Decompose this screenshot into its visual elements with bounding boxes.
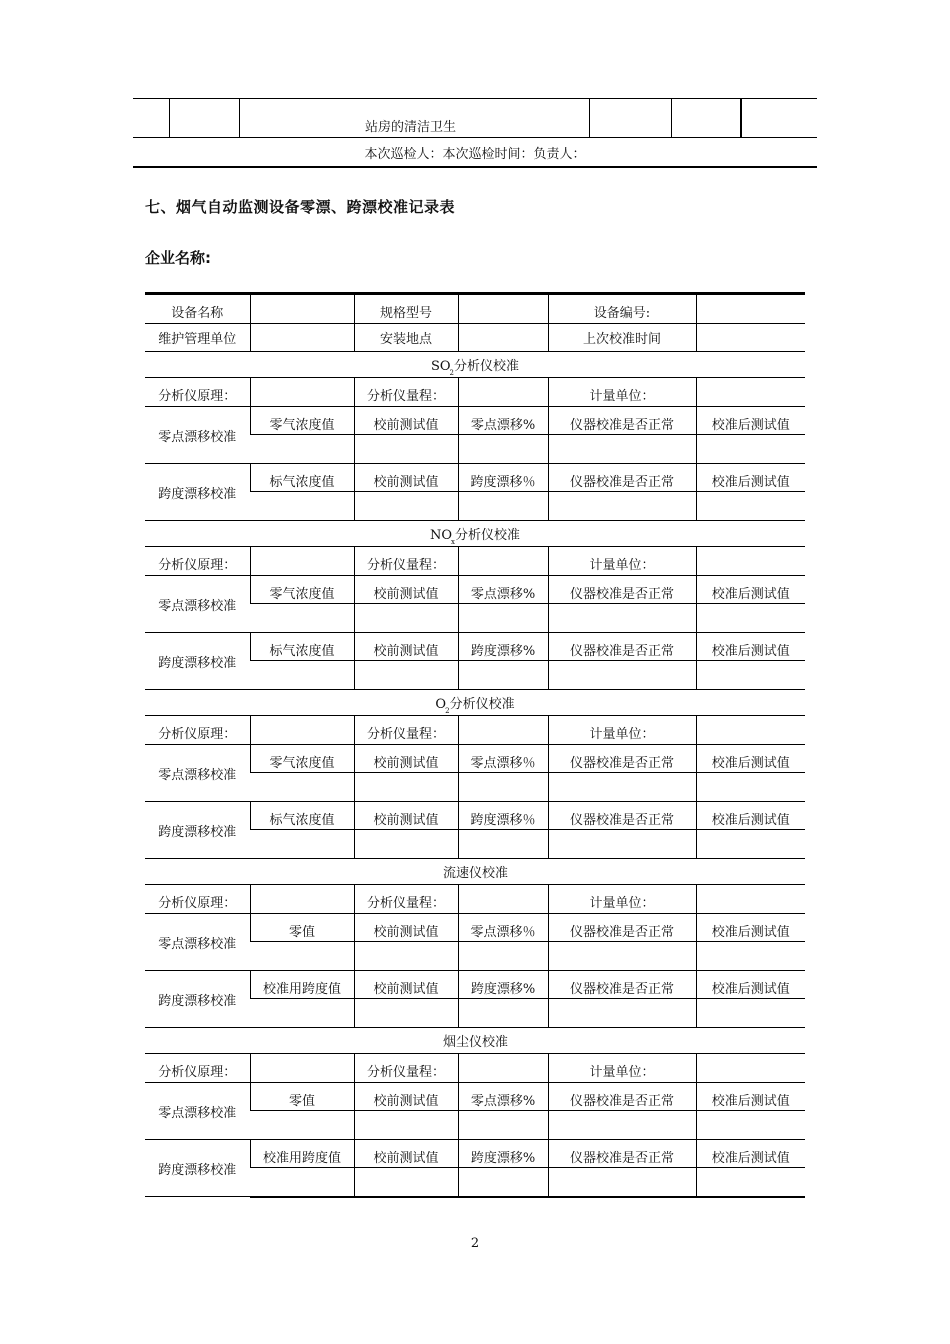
- section-heading-row: [145, 521, 805, 547]
- zero-drift-column-header: 校前测试值: [354, 745, 458, 773]
- zero-drift-calibration-label: 零点漂移校准: [145, 576, 250, 633]
- device-no-field[interactable]: [696, 294, 805, 324]
- section-heading-row: [145, 1028, 805, 1054]
- span-drift-value-cell[interactable]: [250, 492, 354, 521]
- analyzer-meta-row: [145, 1054, 805, 1083]
- range-label: 分析仪量程：: [354, 547, 458, 576]
- section-title: 七、烟气自动监测设备零漂、跨漂校准记录表: [145, 198, 456, 216]
- span-drift-header-row: [145, 1140, 805, 1168]
- range-label: 分析仪量程：: [354, 885, 458, 914]
- zero-drift-value-cell[interactable]: [696, 1111, 805, 1140]
- span-drift-column-header: 校准后测试值: [696, 464, 805, 492]
- zero-drift-value-cell[interactable]: [250, 1111, 354, 1140]
- span-drift-value-cell[interactable]: [354, 999, 458, 1028]
- range-field[interactable]: [458, 716, 548, 745]
- zero-drift-column-header: 零值: [250, 914, 354, 942]
- section-title-main: SO: [430, 359, 451, 374]
- principle-label: 分析仪原理：: [145, 885, 250, 914]
- principle-field[interactable]: [250, 378, 354, 407]
- span-drift-column-header: 标气浓度值: [250, 802, 354, 830]
- principle-field[interactable]: [250, 1054, 354, 1083]
- maint-unit-field[interactable]: [250, 324, 354, 352]
- company-name-label: 企业名称:: [145, 249, 211, 267]
- range-field[interactable]: [458, 885, 548, 914]
- zero-drift-column-header: 仪器校准是否正常: [548, 407, 696, 435]
- zero-drift-header-row: [145, 745, 805, 773]
- span-drift-calibration-label: 跨度漂移校准: [145, 1140, 250, 1197]
- zero-drift-column-header: 零点漂移％: [458, 745, 548, 773]
- spec-model-field[interactable]: [458, 294, 548, 324]
- range-field[interactable]: [458, 547, 548, 576]
- span-drift-header-row: [145, 802, 805, 830]
- zero-drift-value-cell[interactable]: [548, 773, 696, 802]
- span-drift-column-header: 校前测试值: [354, 802, 458, 830]
- span-drift-value-cell[interactable]: [458, 999, 548, 1028]
- zero-drift-header-row: [145, 576, 805, 604]
- device-name-field[interactable]: [250, 294, 354, 324]
- zero-drift-value-cell[interactable]: [250, 773, 354, 802]
- section-title-main: 流速仪校准: [442, 866, 508, 881]
- zero-drift-value-cell[interactable]: [354, 1111, 458, 1140]
- principle-label: 分析仪原理：: [145, 1054, 250, 1083]
- span-drift-value-cell[interactable]: [458, 1168, 548, 1197]
- zero-drift-value-cell[interactable]: [696, 942, 805, 971]
- page-number: 2: [470, 1236, 480, 1251]
- device-name-label: 设备名称: [145, 294, 250, 324]
- zero-drift-value-cell[interactable]: [458, 1111, 548, 1140]
- span-drift-column-header: 跨度漂移％: [458, 464, 548, 492]
- analyzer-meta-row: [145, 378, 805, 407]
- unit-label: 计量单位：: [548, 378, 696, 407]
- span-drift-column-header: 校准后测试值: [696, 802, 805, 830]
- zero-drift-header-row: [145, 407, 805, 435]
- span-drift-calibration-label: 跨度漂移校准: [145, 802, 250, 859]
- section-title-rest: 分析仪校准: [454, 528, 520, 543]
- unit-label: 计量单位：: [548, 885, 696, 914]
- range-label: 分析仪量程：: [354, 716, 458, 745]
- span-drift-column-header: 校前测试值: [354, 1140, 458, 1168]
- analyzer-meta-row: [145, 547, 805, 576]
- range-label: 分析仪量程：: [354, 378, 458, 407]
- section-heading-row: [145, 859, 805, 885]
- span-drift-value-cell[interactable]: [354, 830, 458, 859]
- zero-drift-value-cell[interactable]: [354, 435, 458, 464]
- unit-field[interactable]: [696, 885, 805, 914]
- zero-drift-column-header: 零点漂移%: [458, 407, 548, 435]
- span-drift-value-cell[interactable]: [696, 999, 805, 1028]
- span-drift-calibration-label: 跨度漂移校准: [145, 464, 250, 521]
- install-site-field[interactable]: [458, 324, 548, 352]
- zero-drift-value-cell[interactable]: [696, 604, 805, 633]
- span-drift-column-header: 校准用跨度值: [250, 1140, 354, 1168]
- span-drift-calibration-label: 跨度漂移校准: [145, 971, 250, 1028]
- zero-drift-column-header: 校前测试值: [354, 1083, 458, 1111]
- zero-drift-header-row: [145, 1083, 805, 1111]
- zero-drift-column-header: 校准后测试值: [696, 407, 805, 435]
- zero-drift-column-header: 零点漂移%: [458, 576, 548, 604]
- span-drift-value-cell[interactable]: [696, 661, 805, 690]
- section-heading: [145, 521, 805, 547]
- unit-label: 计量单位：: [548, 1054, 696, 1083]
- last-calib-label: 上次校准时间: [548, 324, 696, 352]
- span-drift-column-header: 校准后测试值: [696, 1140, 805, 1168]
- device-no-label: 设备编号:: [548, 294, 696, 324]
- zero-drift-column-header: 零点漂移%: [458, 1083, 548, 1111]
- info-row-device: [145, 294, 805, 324]
- zero-drift-calibration-label: 零点漂移校准: [145, 745, 250, 802]
- zero-drift-value-cell[interactable]: [354, 604, 458, 633]
- span-drift-value-cell[interactable]: [548, 999, 696, 1028]
- span-drift-header-row: [145, 971, 805, 999]
- span-drift-column-header: 标气浓度值: [250, 464, 354, 492]
- section-heading-row: [145, 352, 805, 378]
- zero-drift-value-cell[interactable]: [250, 942, 354, 971]
- zero-drift-value-cell[interactable]: [458, 773, 548, 802]
- inspection-item-text: 站房的清洁卫生: [365, 120, 457, 135]
- zero-drift-column-header: 校前测试值: [354, 576, 458, 604]
- zero-drift-column-header: 校准后测试值: [696, 576, 805, 604]
- principle-label: 分析仪原理：: [145, 716, 250, 745]
- section-title-subscript: 2: [445, 707, 450, 715]
- zero-drift-column-header: 校前测试值: [354, 407, 458, 435]
- calibration-record-table: [145, 292, 805, 1198]
- analyzer-meta-row: [145, 885, 805, 914]
- principle-field[interactable]: [250, 547, 354, 576]
- span-drift-value-cell[interactable]: [548, 492, 696, 521]
- span-drift-column-header: 校准后测试值: [696, 971, 805, 999]
- patrol-signature-line: 本次巡检人：本次巡检时间：负责人：: [133, 140, 817, 168]
- range-field[interactable]: [458, 1054, 548, 1083]
- zero-drift-column-header: 校准后测试值: [696, 1083, 805, 1111]
- span-drift-value-cell[interactable]: [548, 830, 696, 859]
- unit-label: 计量单位：: [548, 716, 696, 745]
- span-drift-value-cell[interactable]: [458, 830, 548, 859]
- info-row-maintenance: [145, 324, 805, 352]
- zero-drift-column-header: 校前测试值: [354, 914, 458, 942]
- spec-model-label: 规格型号: [354, 294, 458, 324]
- section-heading: [145, 690, 805, 716]
- last-calib-field[interactable]: [696, 324, 805, 352]
- zero-drift-column-header: 仪器校准是否正常: [548, 914, 696, 942]
- span-drift-column-header: 校前测试值: [354, 971, 458, 999]
- zero-drift-calibration-label: 零点漂移校准: [145, 1083, 250, 1140]
- section-title-rest: 分析仪校准: [454, 359, 520, 374]
- span-drift-value-cell[interactable]: [696, 1168, 805, 1197]
- zero-drift-value-cell[interactable]: [458, 435, 548, 464]
- span-drift-column-header: 跨度漂移%: [458, 633, 548, 661]
- zero-drift-value-cell[interactable]: [354, 773, 458, 802]
- inspection-table-fragment: [133, 98, 817, 138]
- zero-drift-value-cell[interactable]: [250, 604, 354, 633]
- zero-drift-column-header: 零气浓度值: [250, 407, 354, 435]
- span-drift-column-header: 跨度漂移%: [458, 1140, 548, 1168]
- principle-label: 分析仪原理：: [145, 547, 250, 576]
- span-drift-value-cell[interactable]: [458, 661, 548, 690]
- span-drift-header-row: [145, 464, 805, 492]
- zero-drift-value-cell[interactable]: [548, 942, 696, 971]
- span-drift-column-header: 跨度漂移％: [458, 802, 548, 830]
- section-title-main: 烟尘仪校准: [442, 1035, 508, 1050]
- principle-label: 分析仪原理：: [145, 378, 250, 407]
- principle-field[interactable]: [250, 716, 354, 745]
- range-label: 分析仪量程：: [354, 1054, 458, 1083]
- principle-field[interactable]: [250, 885, 354, 914]
- section-title-subscript: x: [451, 538, 455, 546]
- section-heading: [145, 1028, 805, 1054]
- section-heading: [145, 352, 805, 378]
- span-drift-calibration-label: 跨度漂移校准: [145, 633, 250, 690]
- zero-drift-value-cell[interactable]: [354, 942, 458, 971]
- span-drift-column-header: 仪器校准是否正常: [548, 633, 696, 661]
- unit-field[interactable]: [696, 1054, 805, 1083]
- span-drift-value-cell[interactable]: [548, 1168, 696, 1197]
- span-drift-column-header: 校准用跨度值: [250, 971, 354, 999]
- span-drift-value-cell[interactable]: [354, 661, 458, 690]
- unit-field[interactable]: [696, 378, 805, 407]
- zero-drift-calibration-label: 零点漂移校准: [145, 914, 250, 971]
- zero-drift-calibration-label: 零点漂移校准: [145, 407, 250, 464]
- zero-drift-value-cell[interactable]: [458, 942, 548, 971]
- span-drift-column-header: 跨度漂移%: [458, 971, 548, 999]
- span-drift-value-cell[interactable]: [250, 1168, 354, 1197]
- zero-drift-column-header: 零点漂移％: [458, 914, 548, 942]
- span-drift-value-cell[interactable]: [250, 999, 354, 1028]
- unit-field[interactable]: [696, 547, 805, 576]
- span-drift-value-cell[interactable]: [696, 830, 805, 859]
- zero-drift-column-header: 仪器校准是否正常: [548, 745, 696, 773]
- span-drift-value-cell[interactable]: [458, 492, 548, 521]
- unit-field[interactable]: [696, 716, 805, 745]
- analyzer-meta-row: [145, 716, 805, 745]
- zero-drift-column-header: 仪器校准是否正常: [548, 1083, 696, 1111]
- span-drift-column-header: 校准后测试值: [696, 633, 805, 661]
- section-heading-row: [145, 690, 805, 716]
- span-drift-column-header: 校前测试值: [354, 464, 458, 492]
- section-title-main: O: [435, 697, 447, 712]
- zero-drift-value-cell[interactable]: [458, 604, 548, 633]
- span-drift-value-cell[interactable]: [250, 661, 354, 690]
- range-field[interactable]: [458, 378, 548, 407]
- span-drift-column-header: 标气浓度值: [250, 633, 354, 661]
- zero-drift-value-cell[interactable]: [548, 604, 696, 633]
- unit-label: 计量单位：: [548, 547, 696, 576]
- install-site-label: 安装地点: [354, 324, 458, 352]
- zero-drift-value-cell[interactable]: [548, 435, 696, 464]
- maint-unit-label: 维护管理单位: [145, 324, 250, 352]
- zero-drift-value-cell[interactable]: [696, 773, 805, 802]
- zero-drift-value-cell[interactable]: [696, 435, 805, 464]
- span-drift-value-cell[interactable]: [548, 661, 696, 690]
- span-drift-column-header: 仪器校准是否正常: [548, 1140, 696, 1168]
- span-drift-value-cell[interactable]: [354, 492, 458, 521]
- span-drift-column-header: 仪器校准是否正常: [548, 971, 696, 999]
- section-title-rest: 分析仪校准: [449, 697, 515, 712]
- section-title-subscript: 2: [449, 369, 455, 377]
- span-drift-value-cell[interactable]: [250, 830, 354, 859]
- zero-drift-value-cell[interactable]: [250, 435, 354, 464]
- span-drift-value-cell[interactable]: [696, 492, 805, 521]
- span-drift-header-row: [145, 633, 805, 661]
- zero-drift-value-cell[interactable]: [548, 1111, 696, 1140]
- zero-drift-header-row: [145, 914, 805, 942]
- span-drift-column-header: 校前测试值: [354, 633, 458, 661]
- span-drift-column-header: 仪器校准是否正常: [548, 464, 696, 492]
- zero-drift-column-header: 零气浓度值: [250, 745, 354, 773]
- span-drift-value-cell[interactable]: [354, 1168, 458, 1197]
- zero-drift-column-header: 零气浓度值: [250, 576, 354, 604]
- zero-drift-column-header: 校准后测试值: [696, 745, 805, 773]
- zero-drift-column-header: 仪器校准是否正常: [548, 576, 696, 604]
- section-heading: [145, 859, 805, 885]
- zero-drift-column-header: 零值: [250, 1083, 354, 1111]
- section-title-main: NO: [429, 528, 453, 543]
- span-drift-column-header: 仪器校准是否正常: [548, 802, 696, 830]
- zero-drift-column-header: 校准后测试值: [696, 914, 805, 942]
